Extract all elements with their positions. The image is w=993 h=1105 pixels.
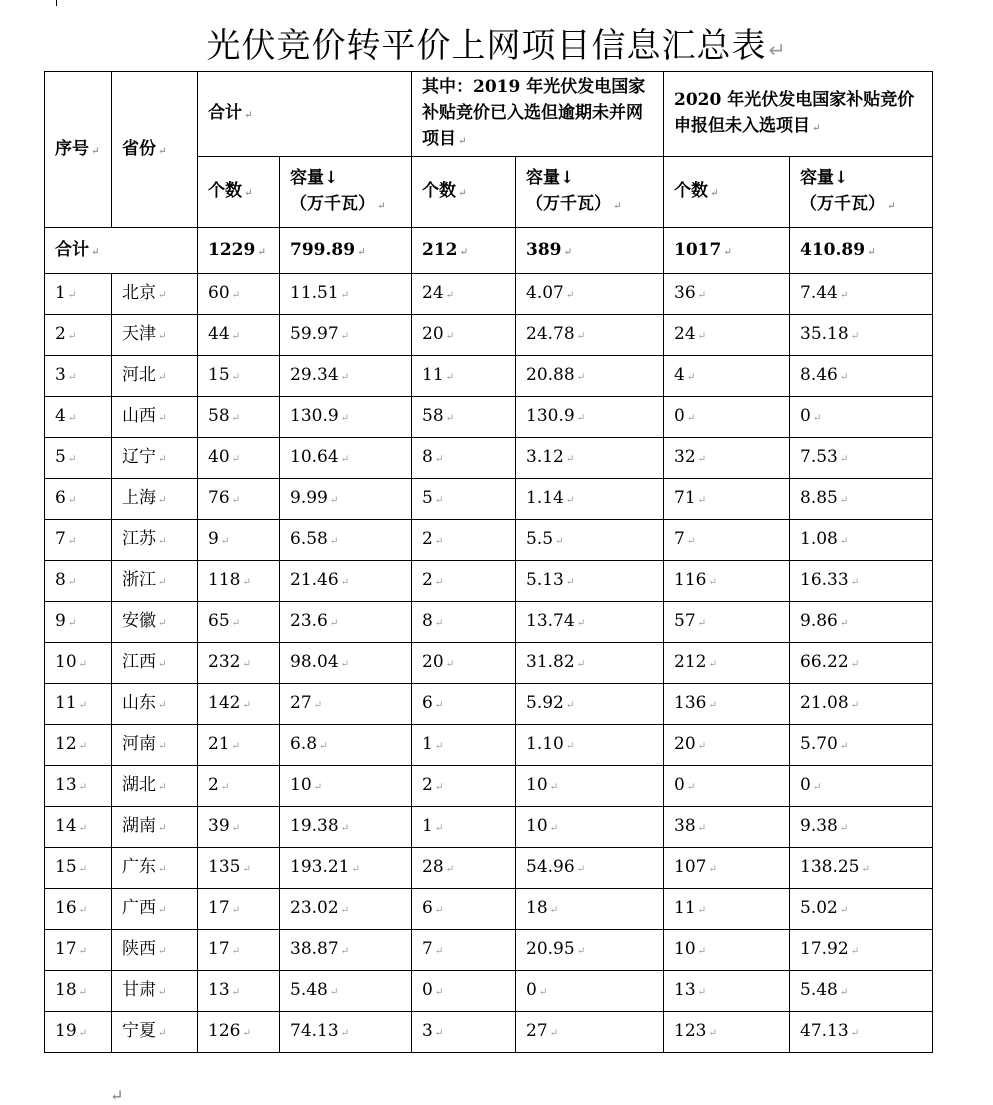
cell-total-count: 135 ↵ [198, 848, 280, 889]
header-total: 合计 ↵ [198, 72, 412, 157]
cell-total-capacity: 6.8 ↵ [280, 725, 412, 766]
cell-2020-capacity: 16.33 ↵ [790, 561, 933, 602]
cell-total-capacity: 6.58 ↵ [280, 520, 412, 561]
cell-2020-count: 11 ↵ [664, 889, 790, 930]
cell-total-count: 58 ↵ [198, 397, 280, 438]
header-group-2020: 2020 年光伏发电国家补贴竞价申报但未入选项目 ↵ [664, 72, 933, 157]
cell-2020-capacity: 9.86 ↵ [790, 602, 933, 643]
cell-province: 湖南 ↵ [112, 807, 198, 848]
cell-2020-capacity: 5.70 ↵ [790, 725, 933, 766]
cell-2019-count: 2 ↵ [412, 561, 516, 602]
header-2020-count: 个数 ↵ [664, 157, 790, 228]
cell-2020-capacity: 66.22 ↵ [790, 643, 933, 684]
cell-total-count: 21 ↵ [198, 725, 280, 766]
header-2019-capacity: 容量↓ （万千瓦） ↵ [516, 157, 664, 228]
cell-province: 宁夏 ↵ [112, 1012, 198, 1053]
table-row [45, 848, 933, 889]
cell-2019-capacity: 18 ↵ [516, 889, 664, 930]
summary-table [44, 71, 933, 1053]
cell-2020-count: 32 ↵ [664, 438, 790, 479]
table-row [45, 561, 933, 602]
cell-seq: 2 ↵ [45, 315, 112, 356]
cell-total-capacity: 59.97 ↵ [280, 315, 412, 356]
cell-2019-count: 3 ↵ [412, 1012, 516, 1053]
cell-province: 江苏 ↵ [112, 520, 198, 561]
cell-2019-count: 20 ↵ [412, 315, 516, 356]
cell-total-capacity: 27 ↵ [280, 684, 412, 725]
table-row [45, 766, 933, 807]
cell-province: 湖北 ↵ [112, 766, 198, 807]
cell-province: 甘肃 ↵ [112, 971, 198, 1012]
cell-2019-capacity: 130.9 ↵ [516, 397, 664, 438]
cell-2019-capacity: 20.88 ↵ [516, 356, 664, 397]
cell-total-count: 9 ↵ [198, 520, 280, 561]
cell-total-capacity: 29.34 ↵ [280, 356, 412, 397]
cell-2020-count: 212 ↵ [664, 643, 790, 684]
cell-2020-capacity: 0 ↵ [790, 766, 933, 807]
cell-seq: 9 ↵ [45, 602, 112, 643]
table-row [45, 643, 933, 684]
cell-total-capacity: 74.13 ↵ [280, 1012, 412, 1053]
cell-seq: 16 ↵ [45, 889, 112, 930]
cell-2019-count: 11 ↵ [412, 356, 516, 397]
cell-2020-count: 4 ↵ [664, 356, 790, 397]
cell-total-capacity: 38.87 ↵ [280, 930, 412, 971]
cell-province: 浙江 ↵ [112, 561, 198, 602]
cell-2019-capacity: 20.95 ↵ [516, 930, 664, 971]
header-total-capacity: 容量↓ （万千瓦） ↵ [280, 157, 412, 228]
cell-total-capacity: 19.38 ↵ [280, 807, 412, 848]
cell-total-count: 126 ↵ [198, 1012, 280, 1053]
cell-total-capacity: 23.6 ↵ [280, 602, 412, 643]
total-2020-count: 1017 ↵ [664, 228, 790, 274]
cell-total-capacity: 9.99 ↵ [280, 479, 412, 520]
cell-total-count: 76 ↵ [198, 479, 280, 520]
cell-2020-capacity: 8.46 ↵ [790, 356, 933, 397]
cell-2019-capacity: 5.5 ↵ [516, 520, 664, 561]
cell-2020-count: 0 ↵ [664, 766, 790, 807]
cell-total-count: 39 ↵ [198, 807, 280, 848]
cell-2020-count: 57 ↵ [664, 602, 790, 643]
cell-2020-capacity: 8.85 ↵ [790, 479, 933, 520]
cell-province: 广东 ↵ [112, 848, 198, 889]
cell-seq: 10 ↵ [45, 643, 112, 684]
cell-total-count: 44 ↵ [198, 315, 280, 356]
header-total-count: 个数 ↵ [198, 157, 280, 228]
cell-2020-capacity: 35.18 ↵ [790, 315, 933, 356]
cell-2019-capacity: 13.74 ↵ [516, 602, 664, 643]
header-2019-count: 个数 ↵ [412, 157, 516, 228]
cell-total-capacity: 23.02 ↵ [280, 889, 412, 930]
cell-2019-capacity: 4.07 ↵ [516, 274, 664, 315]
cell-2020-capacity: 9.38 ↵ [790, 807, 933, 848]
cell-2020-capacity: 1.08 ↵ [790, 520, 933, 561]
cell-province: 北京 ↵ [112, 274, 198, 315]
table-row [45, 725, 933, 766]
cell-2019-count: 6 ↵ [412, 889, 516, 930]
cell-2020-capacity: 21.08 ↵ [790, 684, 933, 725]
cell-province: 江西 ↵ [112, 643, 198, 684]
table-row [45, 397, 933, 438]
cell-province: 上海 ↵ [112, 479, 198, 520]
header-group-2019: 其中：2019 年光伏发电国家补贴竞价已入选但逾期未并网项目 ↵ [412, 72, 664, 157]
cell-seq: 18 ↵ [45, 971, 112, 1012]
total-count: 1229 ↵ [198, 228, 280, 274]
cell-total-capacity: 98.04 ↵ [280, 643, 412, 684]
total-2019-count: 212 ↵ [412, 228, 516, 274]
total-row [45, 228, 933, 274]
cell-2020-count: 13 ↵ [664, 971, 790, 1012]
cell-2019-count: 0 ↵ [412, 971, 516, 1012]
cell-2019-capacity: 1.10 ↵ [516, 725, 664, 766]
cell-seq: 13 ↵ [45, 766, 112, 807]
cell-2019-count: 7 ↵ [412, 930, 516, 971]
cell-2019-capacity: 0 ↵ [516, 971, 664, 1012]
cell-2019-capacity: 31.82 ↵ [516, 643, 664, 684]
cell-2020-capacity: 7.44 ↵ [790, 274, 933, 315]
cell-seq: 17 ↵ [45, 930, 112, 971]
header-2020-capacity: 容量↓ （万千瓦） ↵ [790, 157, 933, 228]
table-row [45, 479, 933, 520]
cell-total-count: 15 ↵ [198, 356, 280, 397]
cell-2019-capacity: 54.96 ↵ [516, 848, 664, 889]
cell-total-count: 232 ↵ [198, 643, 280, 684]
total-row-label: 合计 ↵ [45, 228, 198, 274]
cell-seq: 5 ↵ [45, 438, 112, 479]
cell-2020-count: 0 ↵ [664, 397, 790, 438]
cell-2020-capacity: 17.92 ↵ [790, 930, 933, 971]
trailing-paragraph-mark: ↵ [110, 1086, 124, 1105]
table-row [45, 438, 933, 479]
cell-2019-count: 5 ↵ [412, 479, 516, 520]
table-row [45, 807, 933, 848]
total-2020-capacity: 410.89 ↵ [790, 228, 933, 274]
cell-seq: 7 ↵ [45, 520, 112, 561]
table-row [45, 684, 933, 725]
cell-2019-count: 8 ↵ [412, 602, 516, 643]
cell-2020-count: 123 ↵ [664, 1012, 790, 1053]
cell-total-capacity: 21.46 ↵ [280, 561, 412, 602]
table-row [45, 602, 933, 643]
cell-total-count: 13 ↵ [198, 971, 280, 1012]
table-row [45, 1012, 933, 1053]
cell-province: 天津 ↵ [112, 315, 198, 356]
cell-2020-count: 71 ↵ [664, 479, 790, 520]
cell-2019-capacity: 10 ↵ [516, 807, 664, 848]
cell-province: 山西 ↵ [112, 397, 198, 438]
cell-province: 广西 ↵ [112, 889, 198, 930]
table-row [45, 274, 933, 315]
cell-province: 陕西 ↵ [112, 930, 198, 971]
cell-province: 安徽 ↵ [112, 602, 198, 643]
cell-2020-count: 7 ↵ [664, 520, 790, 561]
cell-2020-capacity: 7.53 ↵ [790, 438, 933, 479]
cell-seq: 8 ↵ [45, 561, 112, 602]
cell-2020-capacity: 0 ↵ [790, 397, 933, 438]
table-row [45, 889, 933, 930]
cell-2020-count: 38 ↵ [664, 807, 790, 848]
cell-2020-count: 24 ↵ [664, 315, 790, 356]
cell-2019-count: 2 ↵ [412, 766, 516, 807]
cell-2019-count: 8 ↵ [412, 438, 516, 479]
cell-total-count: 40 ↵ [198, 438, 280, 479]
cell-province: 山东 ↵ [112, 684, 198, 725]
cell-seq: 4 ↵ [45, 397, 112, 438]
cell-2019-capacity: 3.12 ↵ [516, 438, 664, 479]
cell-total-count: 65 ↵ [198, 602, 280, 643]
cell-total-capacity: 10 ↵ [280, 766, 412, 807]
cell-2020-capacity: 138.25 ↵ [790, 848, 933, 889]
cell-province: 河南 ↵ [112, 725, 198, 766]
cell-2019-capacity: 24.78 ↵ [516, 315, 664, 356]
header-seq: 序号 ↵ [45, 72, 112, 228]
cell-total-count: 17 ↵ [198, 930, 280, 971]
cell-seq: 6 ↵ [45, 479, 112, 520]
cell-2019-count: 24 ↵ [412, 274, 516, 315]
cell-2019-capacity: 5.13 ↵ [516, 561, 664, 602]
cell-total-capacity: 130.9 ↵ [280, 397, 412, 438]
cell-2019-capacity: 27 ↵ [516, 1012, 664, 1053]
cell-province: 辽宁 ↵ [112, 438, 198, 479]
cell-2020-capacity: 5.48 ↵ [790, 971, 933, 1012]
cell-seq: 3 ↵ [45, 356, 112, 397]
cell-2019-capacity: 5.92 ↵ [516, 684, 664, 725]
cell-2019-count: 20 ↵ [412, 643, 516, 684]
cell-province: 河北 ↵ [112, 356, 198, 397]
cell-seq: 12 ↵ [45, 725, 112, 766]
total-capacity: 799.89 ↵ [280, 228, 412, 274]
cell-2020-count: 10 ↵ [664, 930, 790, 971]
cell-2020-count: 136 ↵ [664, 684, 790, 725]
cell-seq: 14 ↵ [45, 807, 112, 848]
cell-total-capacity: 11.51 ↵ [280, 274, 412, 315]
table-row [45, 315, 933, 356]
cell-total-count: 142 ↵ [198, 684, 280, 725]
table-row [45, 930, 933, 971]
cell-total-capacity: 10.64 ↵ [280, 438, 412, 479]
cell-2019-count: 1 ↵ [412, 725, 516, 766]
cell-2020-count: 36 ↵ [664, 274, 790, 315]
cell-2020-count: 116 ↵ [664, 561, 790, 602]
header-province: 省份 ↵ [112, 72, 198, 228]
cell-2020-count: 20 ↵ [664, 725, 790, 766]
cell-total-count: 17 ↵ [198, 889, 280, 930]
cell-seq: 15 ↵ [45, 848, 112, 889]
cell-total-count: 118 ↵ [198, 561, 280, 602]
cell-2019-capacity: 10 ↵ [516, 766, 664, 807]
cell-2019-count: 28 ↵ [412, 848, 516, 889]
cell-2020-count: 107 ↵ [664, 848, 790, 889]
cell-2019-count: 1 ↵ [412, 807, 516, 848]
cell-seq: 11 ↵ [45, 684, 112, 725]
total-2019-capacity: 389 ↵ [516, 228, 664, 274]
cell-seq: 1 ↵ [45, 274, 112, 315]
table-row [45, 520, 933, 561]
margin-corner-mark [56, 0, 57, 6]
cell-2020-capacity: 47.13 ↵ [790, 1012, 933, 1053]
cell-2019-capacity: 1.14 ↵ [516, 479, 664, 520]
cell-total-count: 2 ↵ [198, 766, 280, 807]
cell-total-capacity: 5.48 ↵ [280, 971, 412, 1012]
cell-2019-count: 6 ↵ [412, 684, 516, 725]
cell-total-count: 60 ↵ [198, 274, 280, 315]
cell-total-capacity: 193.21 ↵ [280, 848, 412, 889]
cell-seq: 19 ↵ [45, 1012, 112, 1053]
page-title: 光伏竞价转平价上网项目信息汇总表↵ [206, 26, 787, 66]
table-row [45, 971, 933, 1012]
table-row [45, 356, 933, 397]
cell-2020-capacity: 5.02 ↵ [790, 889, 933, 930]
cell-2019-count: 2 ↵ [412, 520, 516, 561]
cell-2019-count: 58 ↵ [412, 397, 516, 438]
